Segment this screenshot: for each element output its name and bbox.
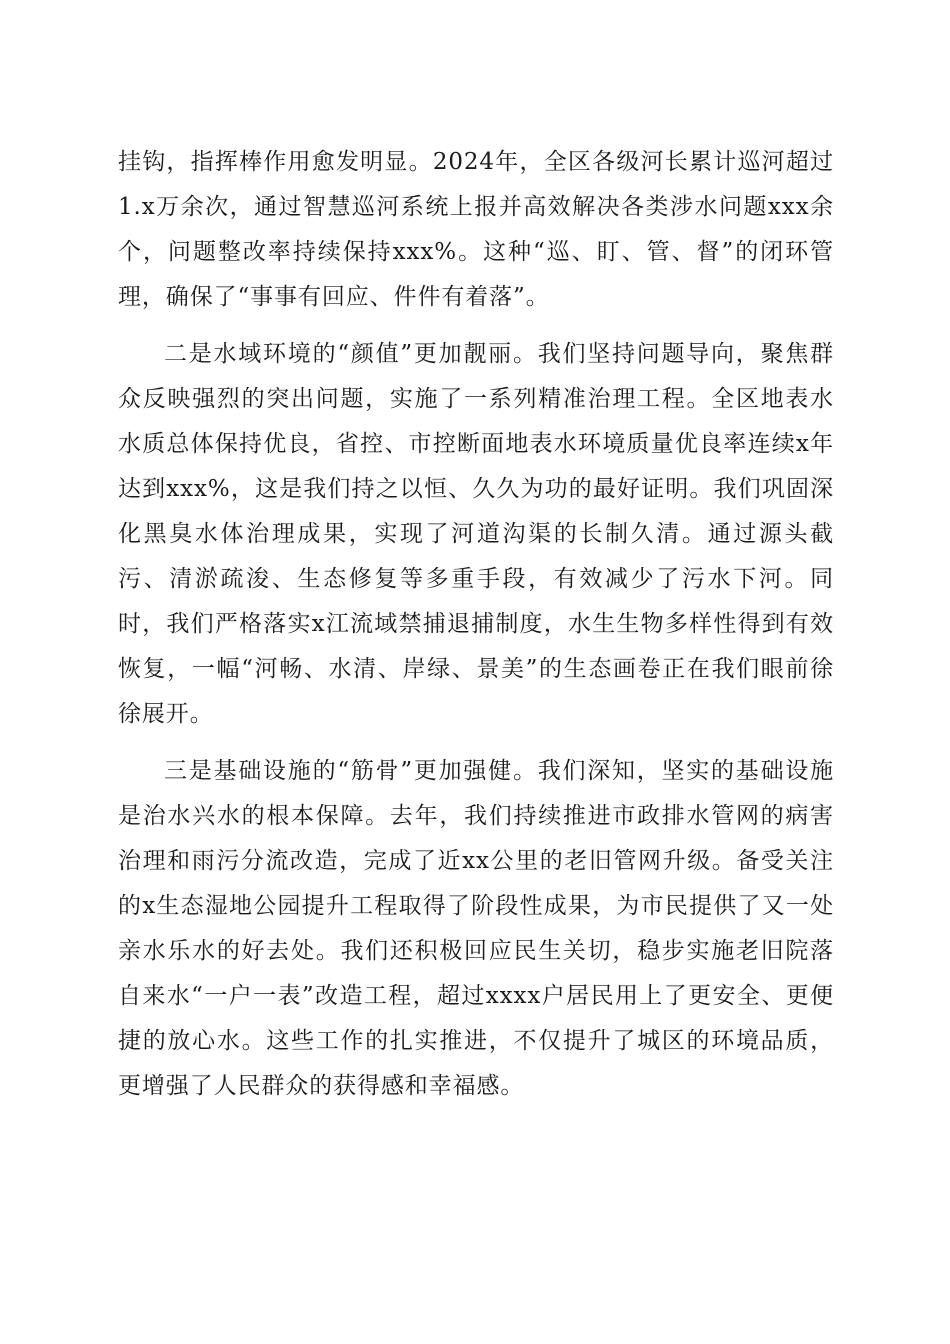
paragraph-water-environment — [118, 332, 834, 737]
paragraph-text: 挂钩，指挥棒作用愈发明显。2024年，全区各级河长累计巡河超过1.x万余次，通过智慧巡河系统上报并高效解决各类涉水问题xxx余个，问题整改率持续保持xxx%。这种“巡、盯、管、督”的闭环管理，确保了“事事有回应、件件有着落”。 — [118, 149, 834, 310]
paragraph-continuation — [118, 140, 834, 320]
paragraph-lead: 三是基础设施的“筋骨”更加强健。 — [164, 758, 538, 784]
paragraph-text: 我们深知，坚实的基础设施是治水兴水的根本保障。去年，我们持续推进市政排水管网的病害治理和雨污分流改造，完成了近xx公里的老旧管网升级。备受关注的x生态湿地公园提升工程取得了阶段性成果，为市民提供了又一处亲水乐水的好去处。我们还积极回应民生关切，稳步实施老旧院落自来水“一户一表”改造工程，超过xxxx户居民用上了更安全、更便捷的放心水。这些工作的扎实推进，不仅提升了城区的环境品质，更增强了人民群众的获得感和幸福感。 — [118, 758, 834, 1099]
paragraph-infrastructure — [118, 749, 834, 1109]
paragraph-text: 我们坚持问题导向，聚焦群众反映强烈的突出问题，实施了一系列精准治理工程。全区地表水水质总体保持优良，省控、市控断面地表水环境质量优良率连续x年达到xxx%，这是我们持之以恒、久久为功的最好证明。我们巩固深化黑臭水体治理成果，实现了河道沟渠的长制久清。通过源头截污、清淤疏浚、生态修复等多重手段，有效减少了污水下河。同时，我们严格落实x江流域禁捕退捕制度，水生生物多样性得到有效恢复，一幅“河畅、水清、岸绿、景美”的生态画卷正在我们眼前徐徐展开。 — [118, 341, 834, 727]
paragraph-lead: 二是水域环境的“颜值”更加靓丽。 — [164, 341, 538, 367]
document-body — [118, 140, 834, 1121]
